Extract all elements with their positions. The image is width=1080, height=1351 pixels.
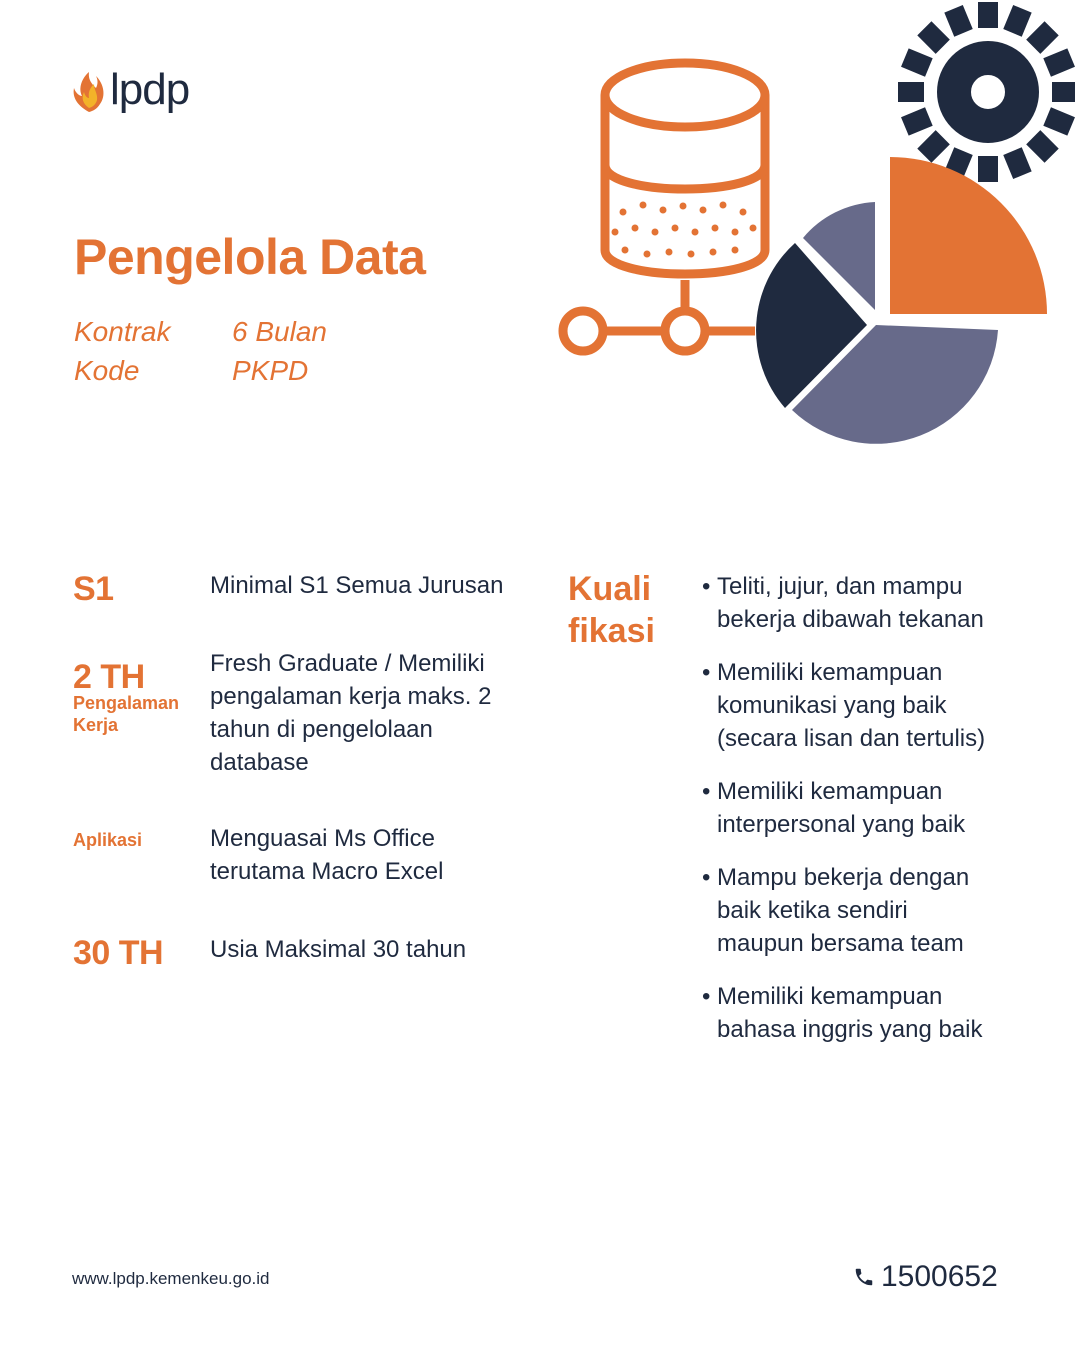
experience-sublabel-line: Kerja	[73, 715, 119, 735]
application-text	[210, 822, 540, 888]
list-item	[702, 570, 1032, 636]
list-item	[702, 775, 1032, 841]
gear-icon	[898, 2, 1075, 182]
page-title: Pengelola Data	[74, 229, 426, 285]
heading-line: fikasi	[568, 612, 655, 650]
experience-label: 2 TH	[73, 658, 145, 696]
experience-text	[210, 647, 540, 779]
phone-number: 1500652	[881, 1260, 998, 1293]
logo-text: lpdp	[110, 65, 190, 114]
heading-line: Kuali	[568, 570, 652, 608]
text-line: Menguasai Ms Office	[210, 825, 435, 852]
text-line: Fresh Graduate / Memiliki	[210, 650, 485, 677]
website-link[interactable]: www.lpdp.kemenkeu.go.id	[72, 1269, 270, 1288]
age-label: 30 TH	[73, 934, 164, 972]
item-line: maupun bersama team	[717, 930, 964, 957]
item-line: • Memiliki kemampuan	[717, 778, 943, 805]
application-label: Aplikasi	[73, 830, 143, 850]
item-line: interpersonal yang baik	[717, 811, 966, 838]
phone-icon	[853, 1266, 875, 1288]
item-line: • Mampu bekerja dengan	[717, 864, 970, 891]
text-line: tahun di pengelolaan	[210, 716, 433, 743]
job-meta	[74, 312, 327, 390]
phone-contact[interactable]	[853, 1262, 998, 1292]
item-line: • Memiliki kemampuan	[717, 983, 943, 1010]
data-illustration	[555, 0, 1075, 460]
meta-value: 6 Bulan	[232, 316, 327, 347]
list-item	[702, 861, 1032, 960]
pie-chart-icon	[756, 157, 1047, 444]
item-line: • Memiliki kemampuan	[717, 659, 943, 686]
text-line: database	[210, 749, 309, 776]
list-item	[702, 656, 1032, 755]
text-line: pengalaman kerja maks. 2	[210, 683, 492, 710]
database-icon	[563, 63, 765, 351]
qualifications-heading	[568, 568, 655, 652]
education-text: Minimal S1 Semua Jurusan	[210, 572, 504, 599]
meta-key: Kode	[74, 355, 140, 386]
flame-icon	[72, 68, 106, 112]
item-line: komunikasi yang baik	[717, 692, 947, 719]
meta-key: Kontrak	[74, 316, 171, 347]
item-line: baik ketika sendiri	[717, 897, 908, 924]
age-text: Usia Maksimal 30 tahun	[210, 936, 467, 963]
text-line: terutama Macro Excel	[210, 858, 444, 885]
meta-row-contract	[74, 312, 327, 351]
meta-value: PKPD	[232, 355, 309, 386]
item-line: bekerja dibawah tekanan	[717, 606, 984, 633]
item-line: (secara lisan dan tertulis)	[717, 725, 986, 752]
lpdp-logo	[72, 62, 189, 118]
meta-row-code	[74, 351, 327, 390]
experience-sublabel	[73, 692, 179, 736]
item-line: • Teliti, jujur, dan mampu	[717, 573, 963, 600]
education-label: S1	[73, 570, 114, 608]
experience-sublabel-line: Pengalaman	[73, 693, 180, 713]
item-line: bahasa inggris yang baik	[717, 1016, 983, 1043]
qualifications-list	[702, 570, 1032, 1066]
list-item	[702, 980, 1032, 1046]
